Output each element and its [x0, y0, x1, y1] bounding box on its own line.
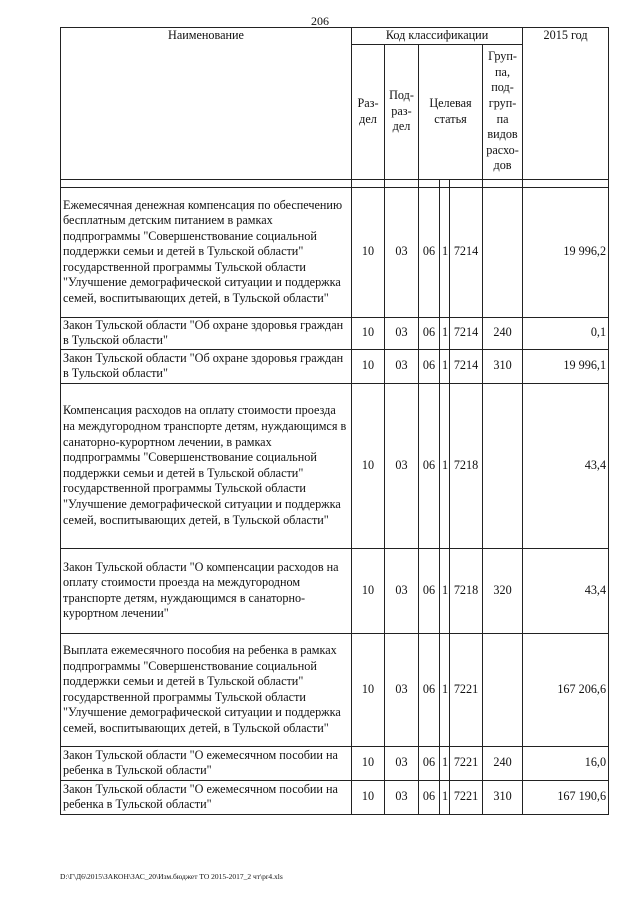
row-target-program: 06	[419, 746, 440, 780]
row-amount: 167 190,6	[523, 780, 609, 814]
header-name: Наименование	[61, 28, 352, 180]
row-target-subprogram: 1	[440, 349, 450, 383]
row-expense-group	[483, 383, 523, 548]
row-section: 10	[352, 746, 385, 780]
row-subsection: 03	[385, 317, 419, 349]
row-target-direction: 7214	[450, 317, 483, 349]
row-expense-group	[483, 187, 523, 317]
row-section: 10	[352, 383, 385, 548]
row-amount: 16,0	[523, 746, 609, 780]
table-row	[61, 187, 609, 317]
row-section: 10	[352, 633, 385, 746]
row-target-direction: 7221	[450, 633, 483, 746]
row-amount: 43,4	[523, 548, 609, 633]
row-amount: 19 996,2	[523, 187, 609, 317]
row-section: 10	[352, 317, 385, 349]
row-expense-group: 240	[483, 317, 523, 349]
row-subsection: 03	[385, 187, 419, 317]
row-amount: 0,1	[523, 317, 609, 349]
header-year: 2015 год	[523, 28, 609, 180]
row-section: 10	[352, 187, 385, 317]
page-number: 206	[311, 14, 329, 28]
row-expense-group: 310	[483, 780, 523, 814]
row-target-program: 06	[419, 780, 440, 814]
row-name: Ежемесячная денежная компенсация по обеспечению бесплатным детским питанием в рамках подпрограммы "Совершенствование социальной поддержки семьи и детей в Тульской области" государственной программы Тульской области "Улучшение демографической ситуации и поддержка семей, воспитывающих детей, в Тульской области"	[61, 187, 352, 317]
row-subsection: 03	[385, 633, 419, 746]
row-target-program: 06	[419, 187, 440, 317]
row-name: Закон Тульской области "О ежемесячном пособии на ребенка в Тульской области"	[61, 780, 352, 814]
row-amount: 167 206,6	[523, 633, 609, 746]
row-target-program: 06	[419, 317, 440, 349]
table-row	[61, 746, 609, 780]
header-subsection: Под- раз- дел	[385, 44, 419, 179]
table-row	[61, 349, 609, 383]
table-body	[61, 179, 609, 814]
table-row	[61, 780, 609, 814]
row-expense-group	[483, 633, 523, 746]
row-target-program: 06	[419, 548, 440, 633]
row-name: Закон Тульской области "Об охране здоровья граждан в Тульской области"	[61, 349, 352, 383]
row-target-subprogram: 1	[440, 746, 450, 780]
row-section: 10	[352, 349, 385, 383]
row-name: Компенсация расходов на оплату стоимости проезда на междугородном транспорте детям, нуждающимся в санаторно-курортном лечении, в рамках подпрограммы "Совершенствование социальной поддержки семьи и детей в Тульской области" государственной программы Тульской области "Улучшение демографической ситуации и поддержка семей, воспитывающих детей, в Тульской области"	[61, 383, 352, 548]
row-subsection: 03	[385, 780, 419, 814]
table-row	[61, 633, 609, 746]
row-target-program: 06	[419, 349, 440, 383]
row-subsection: 03	[385, 548, 419, 633]
row-target-program: 06	[419, 633, 440, 746]
header-target-article: Целевая статья	[419, 44, 483, 179]
budget-table	[60, 27, 609, 815]
row-target-direction: 7214	[450, 187, 483, 317]
table-row	[61, 548, 609, 633]
row-amount: 19 996,1	[523, 349, 609, 383]
row-expense-group: 240	[483, 746, 523, 780]
row-subsection: 03	[385, 349, 419, 383]
table-row	[61, 383, 609, 548]
row-target-subprogram: 1	[440, 548, 450, 633]
table-row	[61, 317, 609, 349]
header-section: Раз- дел	[352, 44, 385, 179]
row-target-subprogram: 1	[440, 633, 450, 746]
row-target-subprogram: 1	[440, 187, 450, 317]
spacer-row	[61, 179, 609, 187]
row-target-direction: 7221	[450, 780, 483, 814]
row-target-subprogram: 1	[440, 780, 450, 814]
row-target-subprogram: 1	[440, 317, 450, 349]
row-expense-group: 310	[483, 349, 523, 383]
header-expense-group: Груп- па, под- груп- па видов расхо- дов	[483, 44, 523, 179]
row-amount: 43,4	[523, 383, 609, 548]
row-subsection: 03	[385, 746, 419, 780]
row-subsection: 03	[385, 383, 419, 548]
file-path-footer: D:\Г\Д6\2015\ЗАКОН\ЗАС_20\Изм.бюджет ТО 2015-2017_2 чт\pr4.xls	[60, 872, 283, 881]
row-name: Закон Тульской области "О компенсации расходов на оплату стоимости проезда на междугородном транспорте детям, нуждающимся в санаторно-курортном лечении"	[61, 548, 352, 633]
header-classification-code: Код классификации	[352, 28, 523, 45]
row-name: Выплата ежемесячного пособия на ребенка в рамках подпрограммы "Совершенствование социальной поддержки семьи и детей в Тульской области" государственной программы Тульской области "Улучшение демографической ситуации и поддержка семей, воспитывающих детей, в Тульской области"	[61, 633, 352, 746]
row-name: Закон Тульской области "О ежемесячном пособии на ребенка в Тульской области"	[61, 746, 352, 780]
row-section: 10	[352, 548, 385, 633]
row-name: Закон Тульской области "Об охране здоровья граждан в Тульской области"	[61, 317, 352, 349]
row-target-direction: 7218	[450, 548, 483, 633]
row-expense-group: 320	[483, 548, 523, 633]
row-target-subprogram: 1	[440, 383, 450, 548]
row-target-direction: 7221	[450, 746, 483, 780]
row-target-direction: 7218	[450, 383, 483, 548]
row-target-program: 06	[419, 383, 440, 548]
row-section: 10	[352, 780, 385, 814]
row-target-direction: 7214	[450, 349, 483, 383]
